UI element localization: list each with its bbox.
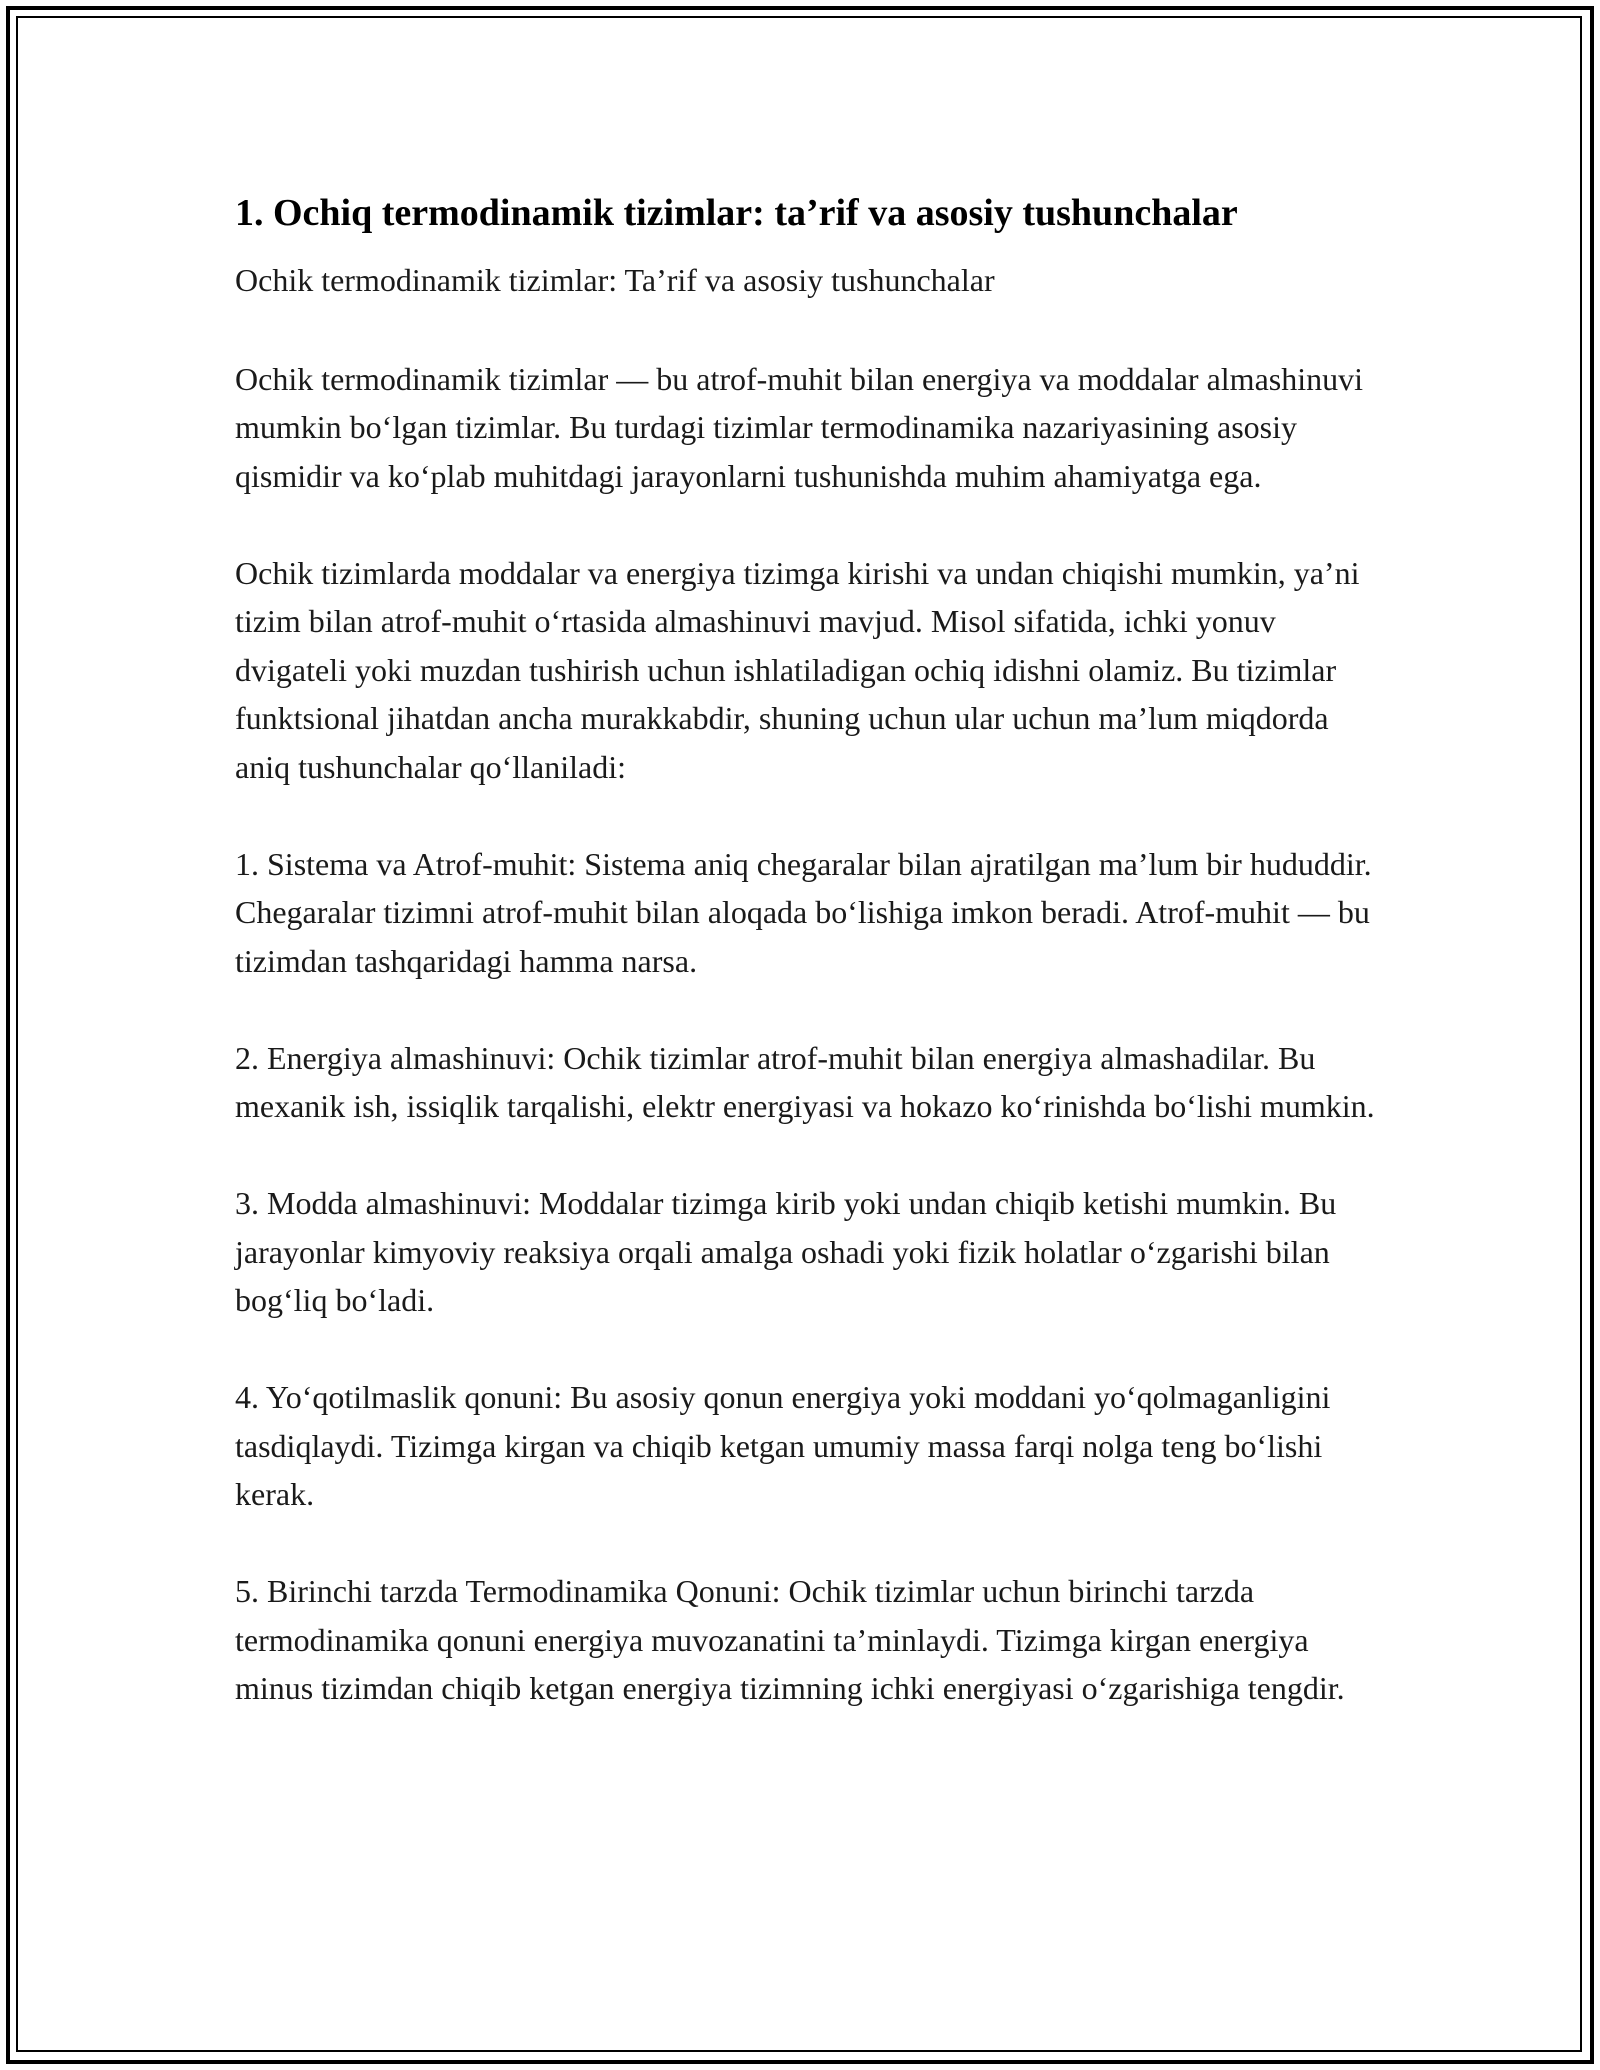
list-item-system-environment: 1. Sistema va Atrof-muhit: Sistema aniq chegaralar bilan ajratilgan ma’lum bir hududdir. Chegaralar tizimni atrof-muhit bilan aloqada bo‘lishiga imkon beradi. Atrof-muhit — bu tizimdan tashqaridagi hamma narsa. — [235, 845, 1372, 979]
list-item-matter-exchange: 3. Modda almashinuvi: Moddalar tizimga kirib yoki undan chiqib ketishi mumkin. Bu jarayonlar kimyoviy reaksiya orqali amalga oshadi yoki fizik holatlar o‘zgarishi bilan bog‘liq bo‘ladi. — [235, 1185, 1337, 1318]
subtitle-paragraph: Ochik termodinamik tizimlar: Ta’rif va asosiy tushunchalar — [235, 262, 995, 298]
exchange-paragraph: Ochik tizimlarda moddalar va energiya tizimga kirishi va undan chiqishi mumkin, ya’ni tizim bilan atrof-muhit o‘rtasida almashinuvi mavjud. Misol sifatida, ichki yonuv dvigateli yoki muzdan tushirish uchun ishlatiladigan ochiq idishni olamiz. Bu tizimlar funktsional jihatdan ancha murakkabdir, shuning uchun ular uchun ma’lum miqdorda aniq tushunchalar qo‘llaniladi: — [235, 554, 1360, 785]
document-body — [235, 186, 1375, 1761]
document-title: 1. Ochiq termodinamik tizimlar: ta’rif va asosiy tushunchalar — [235, 192, 1238, 234]
list-item-conservation-law: 4. Yo‘qotilmaslik qonuni: Bu asosiy qonun energiya yoki moddani yo‘qolmaganligini tasdiqlaydi. Tizimga kirgan va chiqib ketgan umumiy massa farqi nolga teng bo‘lishi kerak. — [235, 1379, 1331, 1512]
definition-paragraph: Ochik termodinamik tizimlar — bu atrof-muhit bilan energiya va moddalar almashinuvi mumkin bo‘lgan tizimlar. Bu turdagi tizimlar termodinamika nazariyasining asosiy qismidir va ko‘plab muhitdagi jarayonlarni tushunishda muhim ahamiyatga ega. — [235, 360, 1363, 494]
list-item-energy-exchange: 2. Energiya almashinuvi: Ochik tizimlar atrof-muhit bilan energiya almashadilar. Bu mexanik ish, issiqlik tarqalishi, elektr energiyasi va hokazo ko‘rinishda bo‘lishi mumkin. — [235, 1039, 1375, 1124]
list-item-first-law: 5. Birinchi tarzda Termodinamika Qonuni: Ochik tizimlar uchun birinchi tarzda termodinamika qonuni energiya muvozanatini ta’minlaydi. Tizimga kirgan energiya minus tizimdan chiqib ketgan energiya tizimning ichki energiyasi o‘zgarishiga tengdir. — [235, 1573, 1345, 1706]
